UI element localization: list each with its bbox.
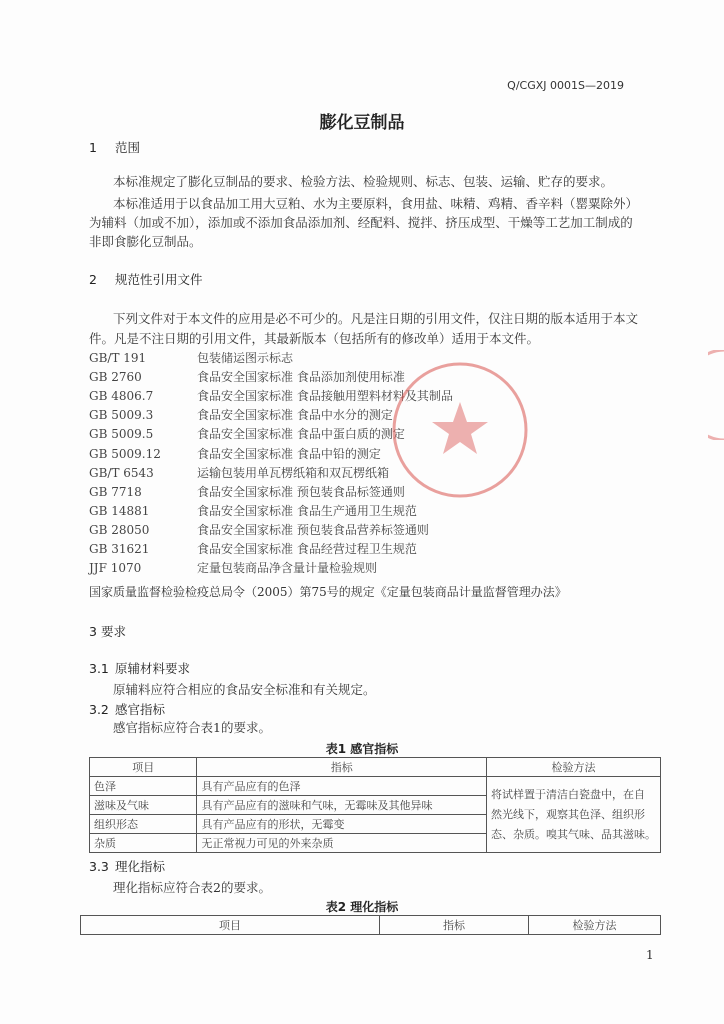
table-header-cell: 项目 xyxy=(90,758,197,777)
method-line: 将试样置于清洁白瓷盘中，在自 xyxy=(491,787,645,801)
reference-code: JJF 1070 xyxy=(89,561,142,576)
reference-item xyxy=(89,445,381,462)
reference-title: 食品安全国家标准 食品经营过程卫生规范 xyxy=(197,542,417,556)
page-title: 膨化豆制品 xyxy=(319,113,405,133)
section-number: 3.2 xyxy=(89,702,109,717)
section-3-heading xyxy=(89,622,126,640)
section-3-1-heading xyxy=(89,659,190,677)
reference-code: GB 28050 xyxy=(89,522,150,537)
section-2-heading xyxy=(89,270,203,288)
section-number: 1 xyxy=(89,140,97,155)
paragraph: 原辅料应符合相应的食品安全标准和有关规定。 xyxy=(113,682,376,697)
paragraph: 非即食膨化豆制品。 xyxy=(89,234,202,249)
standard-code: Q/CGXJ 0001S—2019 xyxy=(507,79,624,92)
table-cell: 具有产品应有的滋味和气味，无霉味及其他异味 xyxy=(197,796,487,815)
section-number: 3.3 xyxy=(89,859,109,874)
paragraph: 下列文件对于本文件的应用是必不可少的。凡是注日期的引用文件，仅注日期的版本适用于本文 xyxy=(113,311,639,326)
table-2 xyxy=(80,915,661,935)
reference-item xyxy=(89,349,293,366)
table-header-cell: 项目 xyxy=(81,916,380,935)
reference-item xyxy=(89,368,405,385)
section-number: 2 xyxy=(89,272,97,287)
reference-code: GB 5009.3 xyxy=(89,408,154,423)
table-header-row xyxy=(90,758,661,777)
method-line: 然光线下，观察其色泽、组织形 xyxy=(491,807,645,821)
section-title: 原辅材料要求 xyxy=(115,661,191,676)
reference-title: 食品安全国家标准 食品生产通用卫生规范 xyxy=(197,503,417,518)
section-3-2-heading xyxy=(89,700,165,718)
paragraph: 国家质量监督检验检疫总局令（2005）第75号的规定《定量包装商品计量监督管理办法》 xyxy=(89,585,567,599)
reference-item xyxy=(89,406,393,423)
reference-item xyxy=(89,502,417,519)
reference-item xyxy=(89,540,417,557)
reference-title: 食品安全国家标准 食品中水分的测定 xyxy=(197,408,393,423)
reference-title: 食品安全国家标准 预包装食品标签通则 xyxy=(197,484,405,499)
reference-code: GB/T 191 xyxy=(89,351,147,365)
table-cell: 组织形态 xyxy=(90,815,197,834)
paragraph: 本标准规定了膨化豆制品的要求、检验方法、检验规则、标志、包装、运输、贮存的要求。 xyxy=(113,174,614,189)
paragraph: 件。凡是不注日期的引用文件，其最新版本（包括所有的修改单）适用于本文件。 xyxy=(89,331,540,346)
table-cell: 色泽 xyxy=(90,777,197,796)
table-header-cell: 检验方法 xyxy=(487,758,661,777)
section-title: 理化指标 xyxy=(115,859,166,874)
table-cell: 具有产品应有的色泽 xyxy=(197,777,487,796)
reference-title: 定量包装商品净含量计量检验规则 xyxy=(197,561,378,576)
method-line: 态、杂质。嗅其气味、品其滋味。 xyxy=(491,827,656,841)
reference-title: 运输包装用单瓦楞纸箱和双瓦楞纸箱 xyxy=(197,465,390,480)
table-2-caption: 表2 理化指标 xyxy=(325,900,399,914)
reference-code: GB 14881 xyxy=(89,503,150,518)
table-header-row xyxy=(81,916,661,935)
section-title: 要求 xyxy=(100,624,126,639)
table-row xyxy=(90,777,661,796)
paragraph: 为辅料（加或不加），添加或不添加食品添加剂、经配料、搅拌、挤压成型、干燥等工艺加工制成的 xyxy=(89,215,633,230)
reference-code: GB 5009.5 xyxy=(89,427,154,442)
reference-code: GB/T 6543 xyxy=(89,465,154,480)
table-header-cell: 指标 xyxy=(380,916,529,935)
page-number: 1 xyxy=(646,948,654,962)
section-title: 规范性引用文件 xyxy=(115,272,203,287)
table-cell: 无正常视力可见的外来杂质 xyxy=(197,834,487,853)
reference-title: 食品安全国家标准 食品接触用塑料材料及其制品 xyxy=(197,389,453,404)
section-number: 3 xyxy=(89,624,97,639)
section-title: 范围 xyxy=(115,140,141,155)
reference-item xyxy=(89,464,389,481)
reference-title: 食品安全国家标准 预包装食品营养标签通则 xyxy=(197,522,429,537)
section-3-3-heading xyxy=(89,857,165,875)
table-cell: 具有产品应有的形状，无霉变 xyxy=(197,815,487,834)
reference-code: GB 4806.7 xyxy=(89,389,154,404)
reference-item xyxy=(89,521,429,538)
reference-item xyxy=(89,483,405,500)
paragraph: 理化指标应符合表2的要求。 xyxy=(113,880,271,895)
reference-code: GB 7718 xyxy=(89,484,142,499)
reference-title: 食品安全国家标准 食品添加剂使用标准 xyxy=(197,370,405,385)
reference-title: 食品安全国家标准 食品中蛋白质的测定 xyxy=(197,427,405,442)
reference-item xyxy=(89,425,405,442)
seal-star xyxy=(432,402,488,454)
seal-edge-arc xyxy=(708,350,724,440)
section-title: 感官指标 xyxy=(115,702,166,717)
table-cell: 滋味及气味 xyxy=(90,796,197,815)
table-header-cell: 检验方法 xyxy=(529,916,661,935)
reference-code: GB 2760 xyxy=(89,370,142,385)
table-cell: 杂质 xyxy=(90,834,197,853)
section-1-heading xyxy=(89,138,140,156)
paragraph: 感官指标应符合表1的要求。 xyxy=(113,720,271,735)
seal-edge-mark-icon xyxy=(708,350,724,440)
table-1 xyxy=(89,757,661,853)
table-1-caption: 表1 感官指标 xyxy=(325,742,399,756)
reference-code: GB 5009.12 xyxy=(89,446,161,461)
reference-code: GB 31621 xyxy=(89,542,150,556)
reference-item xyxy=(89,559,377,576)
reference-title: 食品安全国家标准 食品中铅的测定 xyxy=(197,446,381,461)
reference-title: 包装储运图示标志 xyxy=(197,351,294,365)
table-header-cell: 指标 xyxy=(197,758,487,777)
section-number: 3.1 xyxy=(89,661,109,676)
paragraph: 本标准适用于以食品加工用大豆粕、水为主要原料，食用盐、味精、鸡精、香辛料（罂粟除外） xyxy=(113,196,639,211)
table-method-cell xyxy=(487,777,661,853)
company-seal-icon xyxy=(390,360,530,500)
